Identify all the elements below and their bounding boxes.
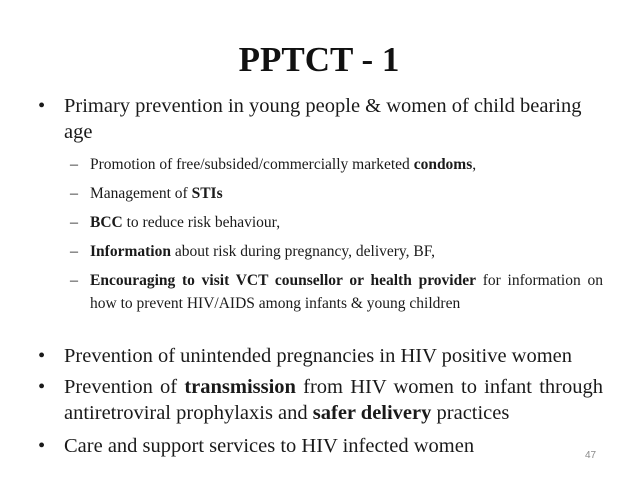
dash-icon: – — [70, 272, 78, 289]
sub-bullet-text: BCC to reduce risk behaviour, — [90, 214, 281, 231]
dash-icon: – — [70, 185, 78, 202]
bullet-text: Prevention of unintended pregnancies in HIV positive women — [64, 345, 573, 367]
slide-title: PPTCT - 1 — [238, 40, 400, 79]
bullet-text: Care and support services to HIV infected women — [64, 435, 475, 457]
bullet-text: Prevention of transmission from HIV women to infant through antiretroviral prophylaxis and safer delivery practices — [64, 376, 603, 424]
bullet-item — [38, 374, 603, 426]
bullet-icon: • — [38, 345, 46, 367]
sub-bullet-item — [70, 211, 603, 234]
sub-bullet-item — [70, 182, 603, 205]
sub-bullet-item — [70, 153, 603, 176]
bullet-item — [38, 93, 603, 145]
dash-icon: – — [70, 214, 78, 231]
dash-icon: – — [70, 156, 78, 173]
sub-bullet-text: Encouraging to visit VCT counsellor or health provider for information on how to prevent HIV/AIDS among infants & young children — [90, 272, 603, 312]
bullet-text: Primary prevention in young people & women of child bearing age — [64, 95, 582, 143]
bullet-icon: • — [38, 435, 46, 457]
bullet-item — [38, 433, 603, 459]
bullet-icon: • — [38, 376, 46, 398]
sub-bullet-text: Promotion of free/subsided/commercially marketed condoms, — [90, 156, 477, 173]
sub-bullet-item — [70, 269, 603, 315]
bullet-item — [38, 343, 603, 369]
page-number: 47 — [585, 450, 597, 461]
sub-bullet-item — [70, 240, 603, 263]
bullet-icon: • — [38, 95, 46, 117]
dash-icon: – — [70, 243, 78, 260]
sub-bullet-text: Management of STIs — [90, 185, 223, 202]
sub-bullet-text: Information about risk during pregnancy, delivery, BF, — [90, 243, 436, 260]
